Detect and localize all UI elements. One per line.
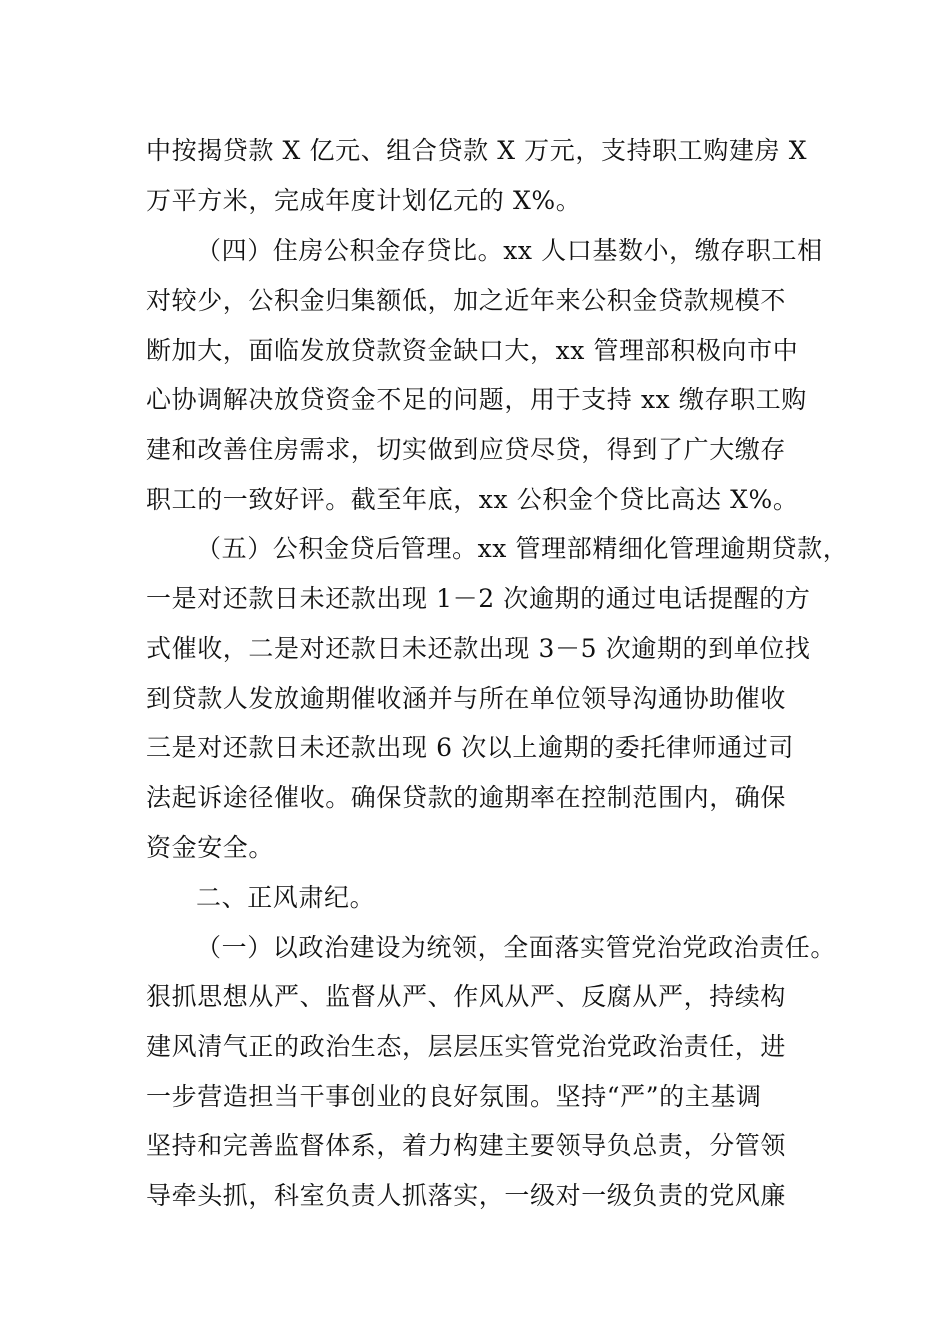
text-line: 对较少，公积金归集额低，加之近年来公积金贷款规模不 xyxy=(146,286,787,315)
paragraph-heading-4: （四）住房公积金存贷比。xx 人口基数小，缴存职工相 xyxy=(196,236,823,265)
text-line: 职工的一致好评。截至年底，xx 公积金个贷比高达 X%。 xyxy=(146,485,799,514)
text-line: 一是对还款日未还款出现 1－2 次逾期的通过电话提醒的方 xyxy=(146,584,811,613)
text-line: 三是对还款日未还款出现 6 次以上逾期的委托律师通过司 xyxy=(146,733,795,762)
text-line: 狠抓思想从严、监督从严、作风从严、反腐从严，持续构 xyxy=(146,982,787,1011)
text-line: 断加大，面临发放贷款资金缺口大，xx 管理部积极向市中 xyxy=(146,336,799,365)
text-line: 资金安全。 xyxy=(146,833,275,862)
text-line: 建风清气正的政治生态，层层压实管党治党政治责任，进 xyxy=(146,1032,787,1061)
paragraph-heading-1: （一）以政治建设为统领，全面落实管党治党政治责任。 xyxy=(196,933,837,962)
text-line: 到贷款人发放逾期催收涵并与所在单位领导沟通协助催收 xyxy=(146,684,787,713)
paragraph-heading-5: （五）公积金贷后管理。xx 管理部精细化管理逾期贷款， xyxy=(196,534,849,563)
text-line: 中按揭贷款 X 亿元、组合贷款 X 万元，支持职工购建房 X xyxy=(146,136,808,165)
text-line: 式催收，二是对还款日未还款出现 3－5 次逾期的到单位找 xyxy=(146,634,811,663)
text-line: 导牵头抓，科室负责人抓落实，一级对一级负责的党风廉 xyxy=(146,1181,787,1210)
text-line: 建和改善住房需求，切实做到应贷尽贷，得到了广大缴存 xyxy=(146,435,787,464)
text-line: 心协调解决放贷资金不足的问题，用于支持 xx 缴存职工购 xyxy=(146,385,807,414)
section-heading: 二、正风肃纪。 xyxy=(196,883,376,912)
text-line: 一步营造担当干事创业的良好氛围。坚持“严”的主基调 xyxy=(146,1082,762,1111)
text-line: 坚持和完善监督体系，着力构建主要领导负总责，分管领 xyxy=(146,1131,787,1160)
text-line: 万平方米，完成年度计划亿元的 X%。 xyxy=(146,186,582,215)
text-line: 法起诉途径催收。确保贷款的逾期率在控制范围内，确保 xyxy=(146,783,787,812)
